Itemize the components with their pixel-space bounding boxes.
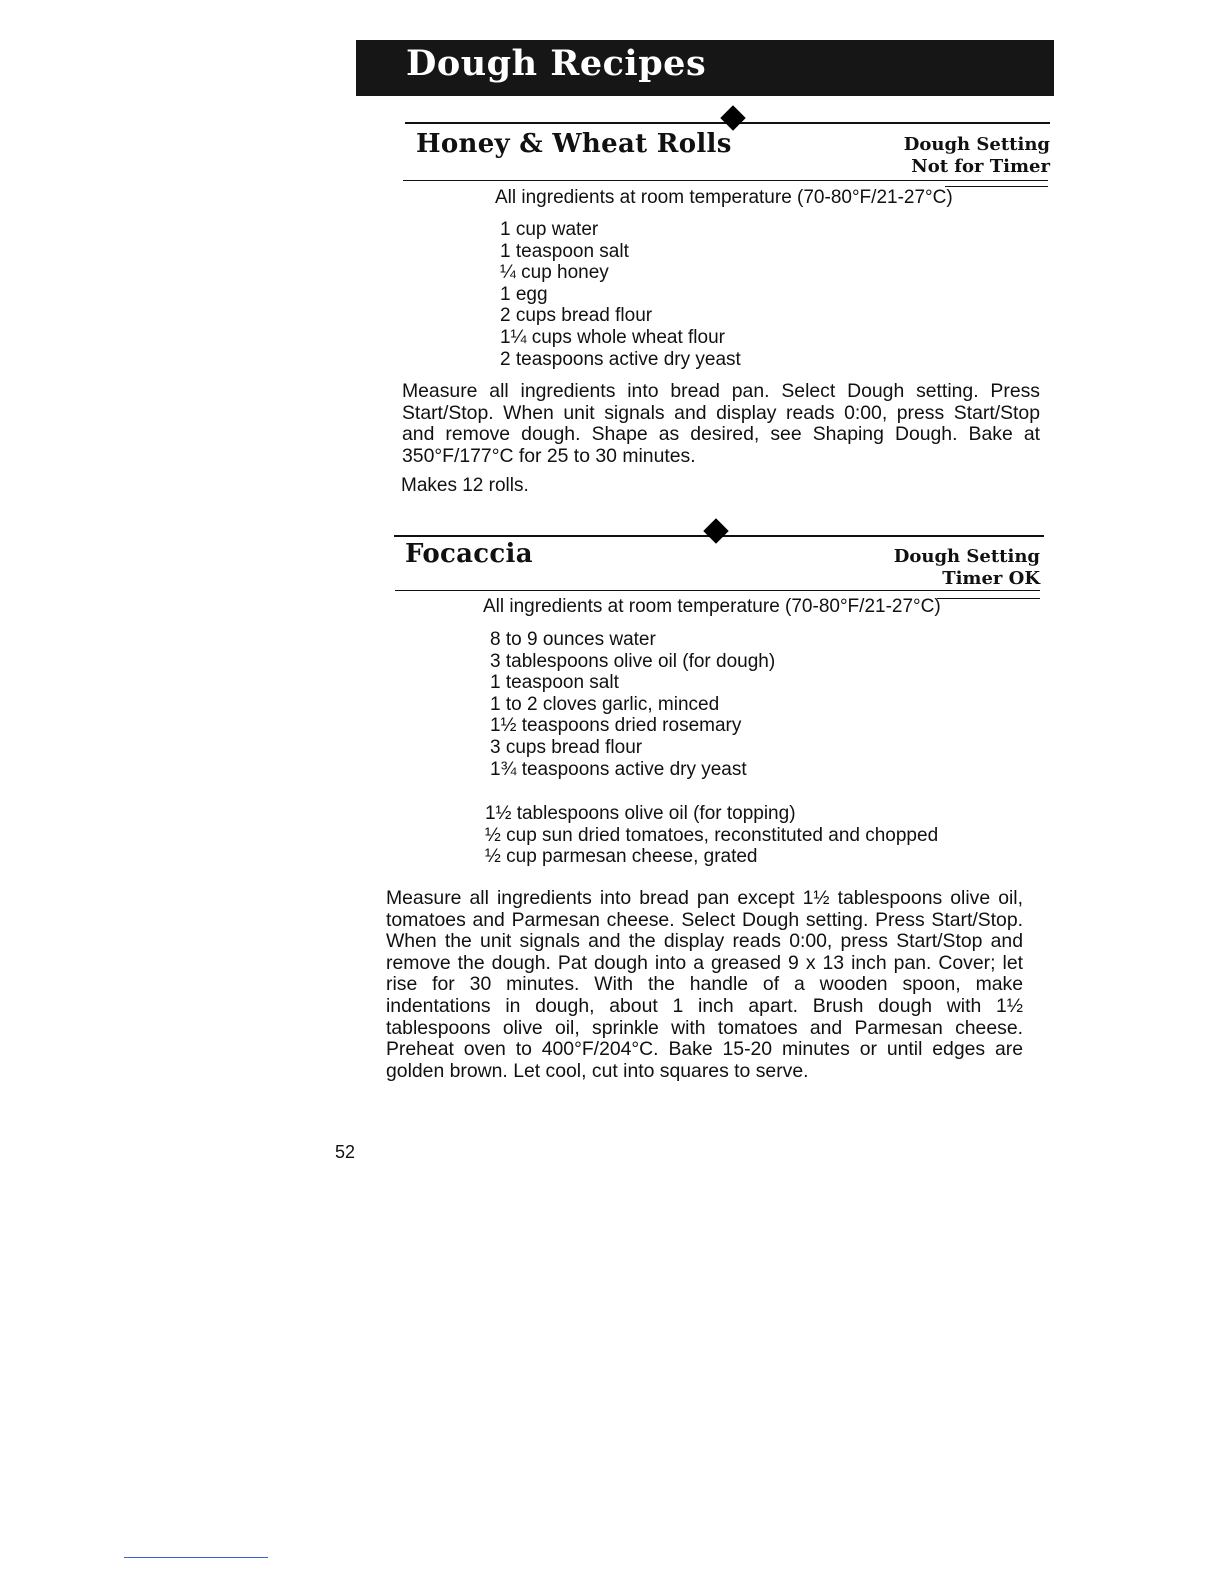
setting-line: Dough Setting bbox=[893, 546, 1040, 567]
ingredient-list bbox=[500, 219, 741, 370]
ingredient-item: 3 tablespoons olive oil (for dough) bbox=[490, 650, 776, 672]
diamond-ornament-icon bbox=[720, 105, 745, 130]
recipe-bottom-rule bbox=[395, 590, 1040, 591]
note-rule bbox=[945, 186, 1048, 187]
ingredient-item: 1 teaspoon salt bbox=[490, 672, 619, 694]
ingredient-item: 3 cups bread flour bbox=[490, 736, 643, 758]
ingredient-item: 1 teaspoon salt bbox=[500, 240, 629, 262]
ingredient-item: 1¼ cups whole wheat flour bbox=[500, 326, 725, 348]
ingredient-list bbox=[490, 629, 775, 780]
setting-line: Not for Timer bbox=[911, 156, 1050, 177]
page-title: Dough Recipes bbox=[406, 43, 707, 84]
topping-list bbox=[485, 803, 938, 868]
page-number: 52 bbox=[335, 1142, 356, 1162]
temperature-note: All ingredients at room temperature (70-80°F/21-27°C) bbox=[483, 596, 941, 617]
recipe-setting bbox=[904, 134, 1050, 178]
ingredient-item: 1 cup water bbox=[500, 219, 599, 240]
topping-item: 1½ tablespoons olive oil (for topping) bbox=[485, 803, 796, 824]
ingredient-item: 2 teaspoons active dry yeast bbox=[500, 348, 741, 370]
ingredient-item: 1 to 2 cloves garlic, minced bbox=[490, 693, 720, 715]
temperature-note: All ingredients at room temperature (70-80°F/21-27°C) bbox=[495, 187, 953, 208]
recipe-title: Focaccia bbox=[405, 539, 533, 569]
recipe-instructions: Measure all ingredients into bread pan. Select Dough setting. Press Start/Stop. When unit signals and display reads 0:00, press Start/Stop and remove dough. Shape as desired, see Shaping Dough. Bake at 350°F/177°C for 25 to 30 minutes. bbox=[402, 380, 1040, 467]
ingredient-item: 1½ teaspoons dried rosemary bbox=[490, 715, 742, 737]
topping-item: ½ cup sun dried tomatoes, reconstituted and chopped bbox=[485, 824, 939, 846]
diamond-ornament-icon bbox=[703, 518, 728, 543]
ingredient-item: 1 egg bbox=[500, 283, 548, 305]
footer-rule bbox=[124, 1557, 268, 1558]
ingredient-item: 1¾ teaspoons active dry yeast bbox=[490, 758, 747, 780]
recipe-bottom-rule bbox=[403, 180, 1048, 181]
ingredient-item: ¼ cup honey bbox=[500, 262, 609, 284]
recipe-title: Honey & Wheat Rolls bbox=[416, 129, 732, 159]
ingredient-item: 2 cups bread flour bbox=[500, 305, 653, 327]
note-rule bbox=[937, 598, 1040, 599]
ingredient-item: 8 to 9 ounces water bbox=[490, 629, 656, 650]
topping-item: ½ cup parmesan cheese, grated bbox=[485, 846, 758, 868]
setting-line: Timer OK bbox=[942, 568, 1040, 589]
setting-line: Dough Setting bbox=[903, 134, 1050, 155]
recipe-instructions: Measure all ingredients into bread pan except 1½ tablespoons olive oil, tomatoes and Parmesan cheese. Select Dough setting. Press Start/Stop. When the unit signals and the display reads 0:00, press Start/Stop and remove the dough. Pat dough into a greased 9 x 13 inch pan. Cover; let rise for 30 minutes. With the handle of a wooden spoon, make indentations in dough, about 1 inch apart. Brush dough with 1½ tablespoons olive oil, sprinkle with tomatoes and Parmesan cheese. Preheat oven to 400°F/204°C. Bake 15-20 minutes or until edges are golden brown. Let cool, cut into squares to serve. bbox=[386, 887, 1023, 1082]
recipe-setting bbox=[894, 546, 1040, 590]
header-banner bbox=[356, 40, 1054, 96]
recipe-yield: Makes 12 rolls. bbox=[401, 475, 529, 496]
